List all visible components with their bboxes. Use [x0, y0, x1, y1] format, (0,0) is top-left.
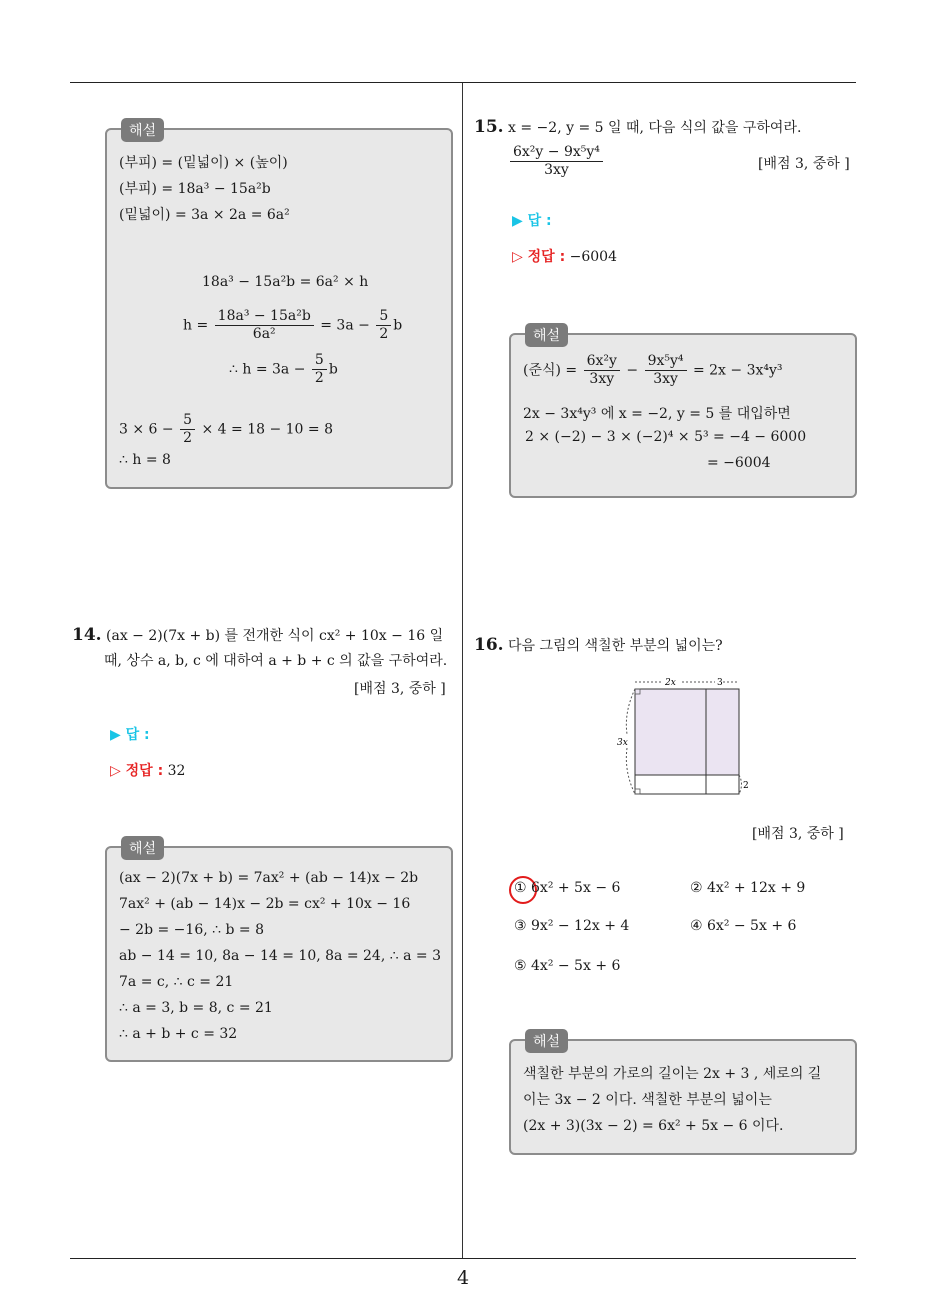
q15-answer-label: ▶ 답 : — [512, 213, 552, 229]
q15-correct-answer: ▷ 정답 : −6004 — [512, 249, 617, 265]
q14-sol-line-2: 7ax² + (ab − 14)x − 2b = cx² + 10x − 16 — [119, 896, 411, 912]
q16-sol-line-3: (2x + 3)(3x − 2) = 6x² + 5x − 6 이다. — [523, 1118, 784, 1134]
q16-sol-line-1: 색칠한 부분의 가로의 길이는 2x + 3 , 세로의 길 — [523, 1066, 822, 1082]
label-3: 3 — [717, 678, 723, 688]
q15-expr-num: 6x²y − 9x⁵y⁴ — [510, 144, 603, 162]
choice-3[interactable]: ③ 9x² − 12x + 4 — [514, 918, 630, 934]
h-frac-den: 6a² — [252, 326, 276, 342]
q14-sol-line-5: 7a = c, ∴ c = 21 — [119, 974, 234, 990]
h-eq-prefix: h = — [183, 317, 209, 334]
q16-score: [배점 3, 중하 ] — [752, 826, 844, 842]
footer-rule — [70, 1258, 856, 1259]
h-frac-num: 18a³ − 15a²b — [215, 308, 314, 326]
q16-sol-line-2: 이는 3x − 2 이다. 색칠한 부분의 넓이는 — [523, 1092, 772, 1108]
solution-tag: 해설 — [121, 836, 164, 860]
q13-h-equation: h = $\frac{\text{18a³ − 15a²b}}{\text{6a²}}$ = 3a − $\frac{5}{2}$ b — [183, 308, 403, 342]
header-rule — [70, 82, 856, 83]
q13-line-3: (밑넓이) = 3a × 2a = 6a² — [119, 207, 290, 223]
solution-tag: 해설 — [121, 118, 164, 142]
q16-solution-box — [509, 1034, 857, 1155]
solution-tag: 해설 — [525, 323, 568, 347]
h-eq-mid: = 3a − — [320, 317, 370, 334]
q14-text-line1: (ax − 2)(7x + b) 를 전개한 식이 cx² + 10x − 16 일 — [106, 628, 444, 644]
q14-solution-box — [105, 841, 453, 1062]
choice-2[interactable]: ② 4x² + 12x + 9 — [690, 880, 806, 896]
q13-line-4: 18a³ − 15a²b = 6a² × h — [202, 274, 369, 290]
q13-therefore-h: ∴ h = 3a − $\frac{5}{2}$ b — [229, 352, 338, 386]
label-2x: 2x — [665, 678, 676, 688]
q14-score: [배점 3, 중하 ] — [354, 681, 446, 697]
shaded-region — [635, 689, 739, 775]
q15-sol-line-3: 2 × (−2) − 3 × (−2)⁴ × 5³ = −4 − 6000 — [525, 429, 807, 445]
choice-1[interactable]: ① 6x² + 5x − 6 — [514, 880, 621, 896]
q14-sol-line-7: ∴ a + b + c = 32 — [119, 1026, 238, 1042]
q14-text-line2: 때, 상수 a, b, c 에 대하여 a + b + c 의 값을 구하여라. — [104, 653, 448, 669]
q13-line-1: (부피) = (밑넓이) × (높이) — [119, 155, 288, 171]
q16-figure — [610, 672, 760, 804]
q15-expression — [508, 144, 605, 179]
q14-number: 14. — [72, 625, 102, 645]
q13-line-2: (부피) = 18a³ − 15a²b — [119, 181, 271, 197]
q14-sol-line-6: ∴ a = 3, b = 8, c = 21 — [119, 1000, 273, 1016]
page-number: 4 — [456, 1267, 470, 1289]
q15-text: x = −2, y = 5 일 때, 다음 식의 값을 구하여라. — [508, 120, 802, 136]
q14-correct-answer: ▷ 정답 : 32 — [110, 763, 186, 779]
choice-5[interactable]: ⑤ 4x² − 5x + 6 — [514, 958, 621, 974]
q14-question — [72, 622, 457, 649]
q15-question — [474, 114, 801, 141]
q15-sol-line-2: 2x − 3x⁴y³ 에 x = −2, y = 5 를 대입하면 — [523, 406, 791, 422]
q13-solution-box — [105, 123, 453, 489]
five-halves: $\frac{5}{2}$ — [376, 308, 391, 343]
q14-sol-line-1: (ax − 2)(7x + b) = 7ax² + (ab − 14)x − 2b — [119, 870, 419, 886]
label-3x: 3x — [617, 738, 628, 748]
q13-substitution: 3 × 6 − $\frac{5}{2}$ × 4 = 18 − 10 = 8 — [119, 412, 333, 446]
q15-score: [배점 3, 중하 ] — [758, 156, 850, 172]
q14-sol-line-4: ab − 14 = 10, 8a − 14 = 10, 8a = 24, ∴ a = 3 — [119, 948, 441, 964]
q15-solution-box — [509, 328, 857, 498]
q15-sol-line-4: = −6004 — [707, 455, 771, 471]
q15-number: 15. — [474, 117, 504, 137]
q14-answer-label: ▶ 답 : — [110, 727, 150, 743]
column-divider — [462, 83, 463, 1258]
q15-expr-den: 3xy — [544, 162, 569, 178]
choice-4[interactable]: ④ 6x² − 5x + 6 — [690, 918, 797, 934]
q15-sol-line-1: (준식) = $\frac{\text{6x²y}}{3xy}$ − $\frac{\text{9x⁵y⁴}}{3xy}$ = 2x − 3x⁴y³ — [523, 353, 783, 387]
q14-sol-line-3: − 2b = −16, ∴ b = 8 — [119, 922, 264, 938]
solution-tag: 해설 — [525, 1029, 568, 1053]
h-fraction — [215, 308, 314, 343]
q16-question — [474, 632, 723, 659]
five-halves: $\frac{5}{2}$ — [180, 412, 195, 447]
q13-final: ∴ h = 8 — [119, 452, 171, 468]
q16-number: 16. — [474, 635, 504, 655]
label-2: 2 — [743, 781, 749, 791]
q16-text: 다음 그림의 색칠한 부분의 넓이는? — [508, 638, 723, 654]
five-halves: $\frac{5}{2}$ — [312, 352, 327, 387]
